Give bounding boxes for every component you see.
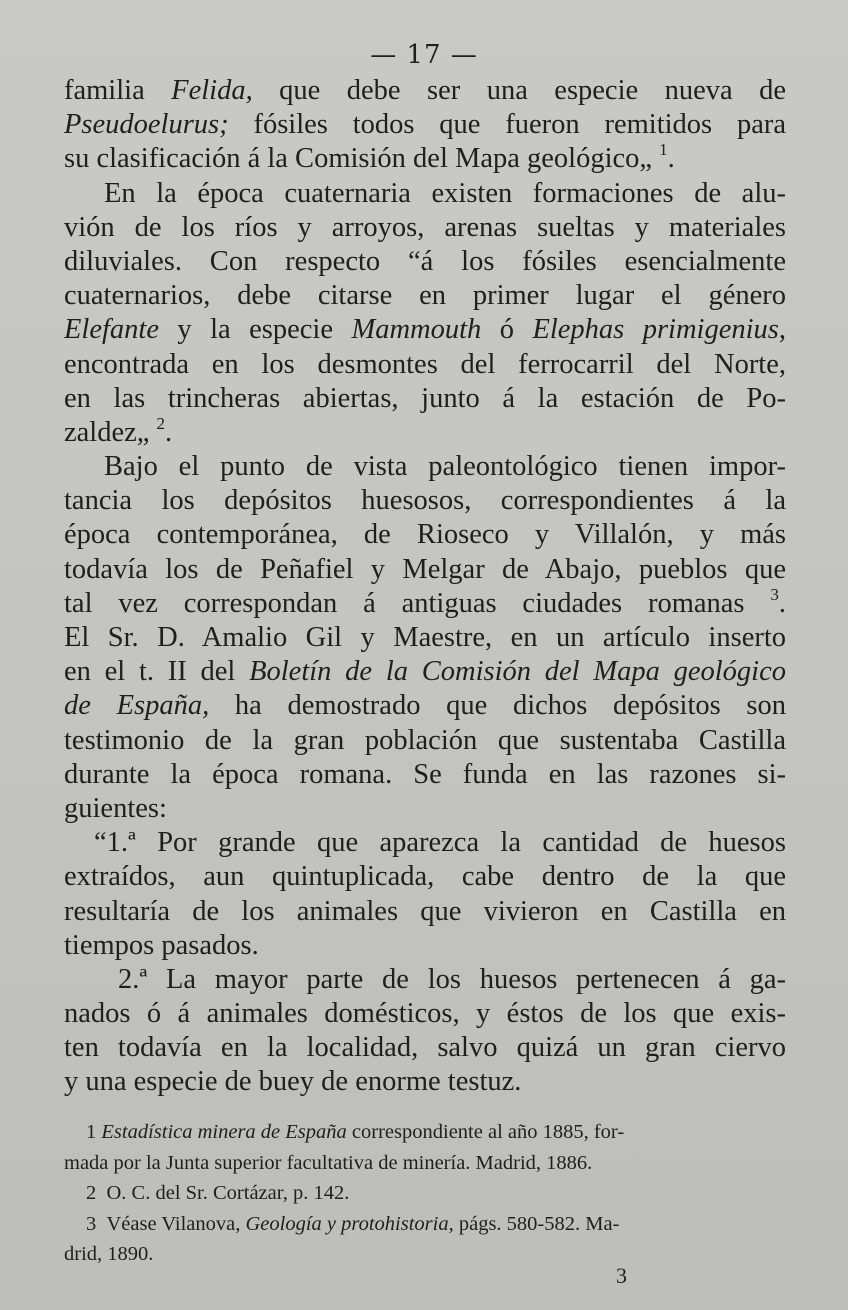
text-line: tiempos pasados. [64, 929, 259, 961]
text-line: en las trincheras abiertas, junto á la estación de Po- [64, 382, 786, 414]
text-line: durante la época romana. Se funda en las razones si- [64, 758, 786, 790]
text-line: encontrada en los desmontes del ferrocarril del Norte, [64, 348, 786, 380]
text-line: cuaternarios, debe citarse en primer lugar el género [64, 280, 786, 312]
text-line: Elefante y la especie Mammouth ó Elephas primigenius, [64, 314, 786, 346]
text-line: extraídos, aun quintuplicada, cabe dentro de la que [64, 861, 786, 893]
text-line: tal vez correspondan á antiguas ciudades romanas $^3$. [64, 584, 786, 619]
text-line: diluviales. Con respecto “á los fósiles esencialmente [64, 245, 786, 277]
footnote-ref[interactable]: 2 [156, 413, 166, 433]
text-line: “1.ª Por grande que aparezca la cantidad de huesos [94, 827, 786, 859]
text-line: época contemporánea, de Rioseco y Villalón, y más [64, 519, 786, 551]
footnote-ref[interactable]: 3 [770, 584, 779, 604]
text-line: todavía los de Peñafiel y Melgar de Abajo, pueblos que [64, 553, 786, 585]
footnote: 2 O. C. del Sr. Cortázar, p. 142. [86, 1182, 350, 1204]
footnote: mada por la Junta superior facultativa de minería. Madrid, 1886. [64, 1151, 593, 1174]
text-line: nados ó á animales domésticos, y éstos de los que exis- [64, 998, 786, 1030]
footnote: drid, 1890. [64, 1243, 154, 1265]
text-line: de España, ha demostrado que dichos depósitos son [64, 690, 787, 722]
text-line: Pseudoelurus; fósiles todos que fueron remitidos para [64, 109, 786, 141]
footnote: 1 Estadística minera de España correspondiente al año 1885, for- [86, 1121, 625, 1143]
text-line: su clasificación á la Comisión del Mapa geológico„ $^1$. [64, 140, 675, 175]
text-line: en el t. II del Boletín de la Comisión del Mapa geológico [64, 656, 786, 688]
text-line: familia Felida, que debe ser una especie nueva de [64, 75, 786, 106]
text-line: tancia los depósitos huesosos, correspondientes á la [64, 485, 786, 517]
text-line: y una especie de buey de enorme testuz. [64, 1066, 522, 1098]
footnote: 3 Véase Vilanova, Geología y protohistoria, págs. 580-582. Ma- [86, 1212, 620, 1235]
text-line: ten todavía en la localidad, salvo quizá un gran ciervo [64, 1032, 786, 1064]
text-line: resultaría de los animales que vivieron en Castilla en [64, 895, 786, 927]
footnote-ref[interactable]: 1 [659, 140, 668, 160]
text-line: El Sr. D. Amalio Gil y Maestre, en un artículo inserto [64, 622, 786, 653]
footnotes [64, 1117, 786, 1270]
page-number: — 17 — [370, 40, 478, 70]
text-line: testimonio de la gran población que sustentaba Castilla [64, 724, 786, 756]
text-line: zaldez„ $^2$. [64, 413, 173, 448]
text-line: guientes: [64, 792, 167, 824]
signature-mark: 3 [616, 1263, 627, 1288]
text-line: En la época cuaternaria existen formaciones de alu- [104, 177, 786, 209]
text-line: vión de los ríos y arroyos, arenas sueltas y materiales [64, 211, 786, 243]
text-line: 2.ª La mayor parte de los huesos pertenecen á ga- [118, 963, 786, 995]
body-text [64, 74, 786, 1100]
text-line: Bajo el punto de vista paleontológico tienen impor- [104, 451, 786, 483]
